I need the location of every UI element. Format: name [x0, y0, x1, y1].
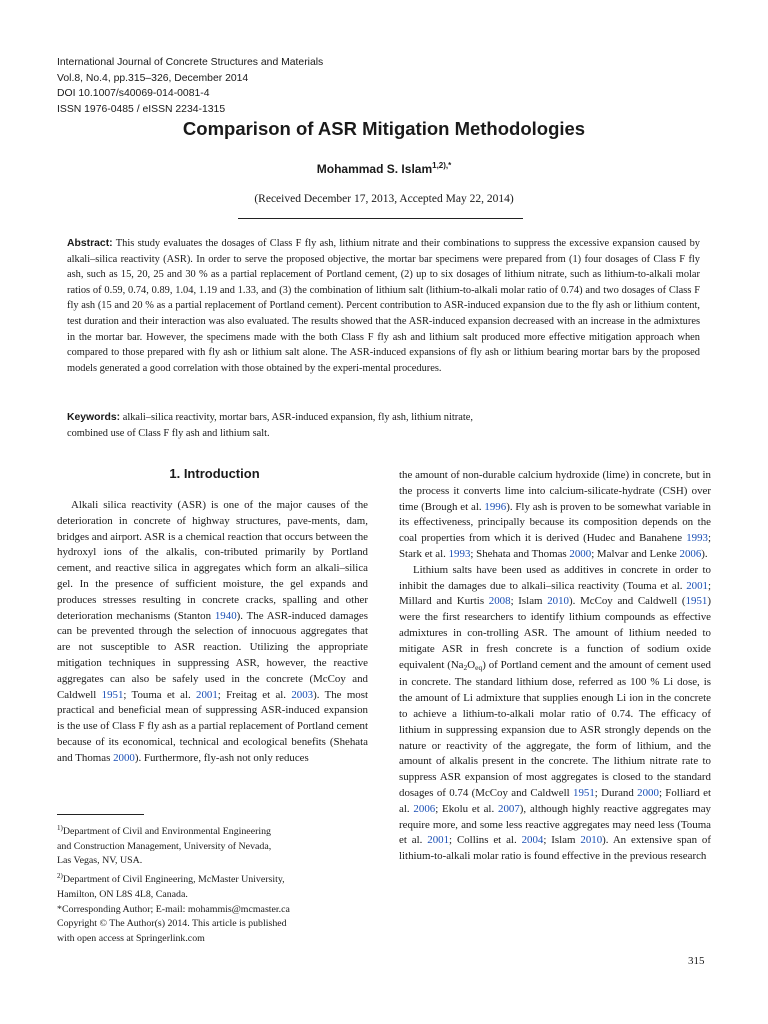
copyright-notice: with open access at Springerlink.com — [57, 932, 205, 944]
footnote-affiliation-1 — [57, 821, 377, 840]
corresponding-author: *Corresponding Author; E-mail: mohammis@mcmaster.ca — [57, 903, 290, 915]
text-run: the amount of non-durable calcium hydroxide (lime) in concrete, but in the process it converts lime into calcium-silicate-hydrate (CSH) over time (Brough et al. — [399, 469, 711, 513]
footnote-text: Hamilton, ON L8S 4L8, Canada. — [57, 888, 188, 900]
footnote-text: Las Vegas, NV, USA. — [57, 855, 143, 867]
abstract — [67, 236, 700, 376]
copyright-notice: Copyright © The Author(s) 2014. This article is published — [57, 918, 287, 930]
text-run: ; Stark et al. — [399, 532, 711, 560]
citation-link[interactable]: 1951 — [573, 786, 595, 799]
citation-link[interactable]: 1951 — [101, 688, 124, 701]
citation-link[interactable]: 2008 — [488, 595, 511, 608]
footnote-affiliation-2 — [57, 869, 377, 888]
text-run: ), although highly reactive aggregates may require more, and some less reactive aggregates may need less (Touma et al. — [399, 802, 712, 847]
citation-link[interactable]: 2001 — [196, 688, 218, 701]
intro-paragraph-1 — [57, 498, 368, 767]
citation-link[interactable]: 2006 — [679, 547, 702, 560]
author-line — [0, 161, 768, 176]
text-run: ). Furthermore, fly-ash not only reduces — [134, 751, 309, 764]
paper-title: Comparison of ASR Mitigation Methodologies — [182, 118, 586, 139]
journal-doi: DOI 10.1007/s40069-014-0081-4 — [57, 88, 210, 100]
text-run: ; Ekolu et al. — [435, 802, 499, 815]
author-affiliation-marks: 1,2),* — [432, 161, 452, 170]
text-run: ; Malvar and Lenke — [591, 547, 680, 560]
citation-link[interactable]: 2006 — [413, 802, 436, 815]
footnote-mark: 2) — [57, 872, 63, 881]
citation-link[interactable]: 2010 — [547, 595, 569, 608]
journal-name: International Journal of Concrete Structures and Materials — [57, 57, 324, 68]
footnotes — [57, 821, 377, 947]
citation-link[interactable]: 2004 — [521, 834, 544, 847]
text-run: Alkali silica reactivity (ASR) is one of the major causes of the deterioration in concrete of highway structures, pave-ments, dam, bridges and airport. ASR is a chemical reaction that occurs between the hydroxyl ions of the alkalis, con-tributed primarily by Portland cement, and reactive silica in aggregates which form an alkali–silica gel. In the presence of sufficient moisture, the gel expands and produces stresses resulting in concrete cracks, spalling and other deterioration mechanisms (Stanton — [57, 499, 368, 622]
citation-link[interactable]: 1996 — [484, 500, 507, 513]
citation-link[interactable]: 1951 — [685, 595, 708, 608]
text-run: ; Freitag et al. — [217, 688, 292, 701]
citation-link[interactable]: 2000 — [569, 547, 592, 560]
text-run: ; Islam — [510, 595, 548, 608]
text-run: ; Shehata and Thomas — [470, 547, 570, 560]
abstract-text: This study evaluates the dosages of Class F fly ash, lithium nitrate and their combinations to suppress the excessive expansion caused by alkali–silica reactivity (ASR). In order to serve the proposed objective, the mortar bar specimens were prepared from (1) four dosages of Class F fly ash, such as 15, 20, 25 and 30 % as a partial replacement of Portland cement, (2) up to six dosages of lithium nitrate, such as lithium-to-alkali molar ratios of 0.59, 0.74, 0.89, 1.04, 1.19 and 1.33, and (3) the combination of lithium salt (lithium-to-alkali molar ratio of 0.74) and two dosages of Class F fly ash (15 and 20 % as a partial replacement of Portland cement). Percent contribution to ASR-induced expansion due to the fly ash or lithium content, test duration and their interaction was also evaluated. The results showed that the ASR-induced expansion decreased with an increase in the admixtures in the mortar bar. However, the specimens made with the both Class F fly ash and lithium salt produced more effective mitigation approach when compared to those prepared with fly ash or lithium salt alone. The ASR-induced expansions of fly ash or lithium bearing mortar bars by the proposed models generated a good correlation with those obtained by the experi-mental procedures. — [67, 238, 700, 374]
citation-link[interactable]: 1993 — [686, 532, 708, 545]
keywords-label: Keywords: — [67, 412, 121, 423]
author-name: Mohammad S. Islam — [316, 162, 433, 176]
text-run: ; Millard and Kurtis — [399, 579, 711, 608]
text-run: ; Islam — [543, 834, 581, 847]
text-run: ; Collins et al. — [449, 834, 522, 847]
citation-link[interactable]: 2001 — [686, 579, 708, 592]
citation-link[interactable]: 1940 — [214, 609, 237, 622]
intro-paragraph-2 — [399, 468, 711, 563]
keywords-line2: combined use of Class F fly ash and lithium salt. — [67, 427, 270, 439]
text-run: ). — [701, 547, 708, 560]
citation-link[interactable]: 2010 — [580, 834, 603, 847]
text-run: ). The most practical and beneficial mean of suppressing ASR-induced expansion is the use of Class F fly ash as a partial replacement of Portland cement because of its economical, technical and ecological benefits (Shehata and Thomas — [57, 688, 369, 764]
footnote-text: Department of Civil and Environmental Engineering — [62, 826, 271, 837]
text-run: ) of Portland cement and the amount of cement used in concrete. The standard lithium dose, referred as 100 % Li dose, is the amount of Li admixture that supplies enough Li ion in the concrete to achieve a lithium-to-alkali molar ratio of 0.74. The efficacy of lithium in suppressing expansion due to ASR strongly depends on the nature or reactivity of the aggregate, the form of lithium, and the amount of alkalis present in the concrete. The lithium nitrate rate to suppress ASR expansion of most aggregates is closed to the standard dosages of 0.74 (McCoy and Caldwell — [399, 658, 711, 799]
text-run: ; Touma et al. — [123, 688, 197, 701]
abstract-label: Abstract: — [67, 238, 113, 249]
keywords — [67, 410, 700, 441]
left-column — [57, 498, 368, 767]
citation-link[interactable]: 2001 — [427, 834, 450, 847]
footnote-divider — [57, 814, 144, 815]
page-number: 315 — [688, 955, 705, 967]
text-run: Lithium salts have been used as additives in concrete in order to inhibit the damages due to alkali–silica reactivity (Touma et al. — [399, 563, 711, 592]
footnote-text: Department of Civil Engineering, McMaster University, — [62, 874, 285, 886]
text-run: ). McCoy and Caldwell ( — [569, 595, 686, 608]
footnote-mark: 1) — [57, 824, 63, 832]
text-run: ). Fly ash is proven to be somewhat variable in its effectiveness, principally because its composition depends on the coal properties from which it is derived (Hudec and Banahene — [399, 500, 711, 545]
subscript: eq — [475, 662, 483, 672]
title-divider — [238, 218, 523, 219]
journal-header — [57, 55, 323, 117]
keywords-line1: alkali–silica reactivity, mortar bars, ASR-induced expansion, fly ash, lithium nitrate, — [122, 412, 473, 423]
citation-link[interactable]: 2000 — [637, 786, 659, 799]
text-run: ; Folliard et al. — [399, 786, 711, 815]
section-heading-introduction: 1. Introduction — [169, 466, 260, 481]
citation-link[interactable]: 2007 — [498, 802, 520, 815]
citation-link[interactable]: 2000 — [113, 751, 135, 764]
text-run: ). The ASR-induced damages can be prevented through the selection of innocuous aggregates that are not susceptible to ASR reaction. Utilizing the appropriate mitigation techniques in suppressing ASR, however, the reactive aggregates can also be safely used in the concrete (McCoy and Caldwell — [57, 609, 368, 701]
subscript: 2 — [463, 662, 468, 672]
citation-link[interactable]: 1993 — [448, 547, 471, 560]
intro-paragraph-3 — [399, 563, 711, 865]
text-run: O — [467, 658, 476, 671]
right-column — [399, 468, 711, 865]
footnote-text: and Construction Management, University of Nevada, — [57, 840, 272, 852]
citation-link[interactable]: 2003 — [291, 688, 314, 701]
text-run: ) were the first researchers to identify lithium compounds as effective admixtures in con-trolling ASR. The amount of lithium needed to mitigate ASR in fresh concrete is a function of sodium oxide equivalent (Na — [399, 595, 711, 671]
text-run: ). An extensive span of lithium-to-alkali molar ratio is found effective in the previous research — [399, 834, 711, 863]
text-run: ; Durand — [594, 786, 638, 799]
received-dates: (Received December 17, 2013, Accepted May 22, 2014) — [254, 193, 514, 205]
journal-issn: ISSN 1976-0485 / eISSN 2234-1315 — [57, 103, 226, 115]
journal-volume: Vol.8, No.4, pp.315–326, December 2014 — [57, 72, 249, 84]
